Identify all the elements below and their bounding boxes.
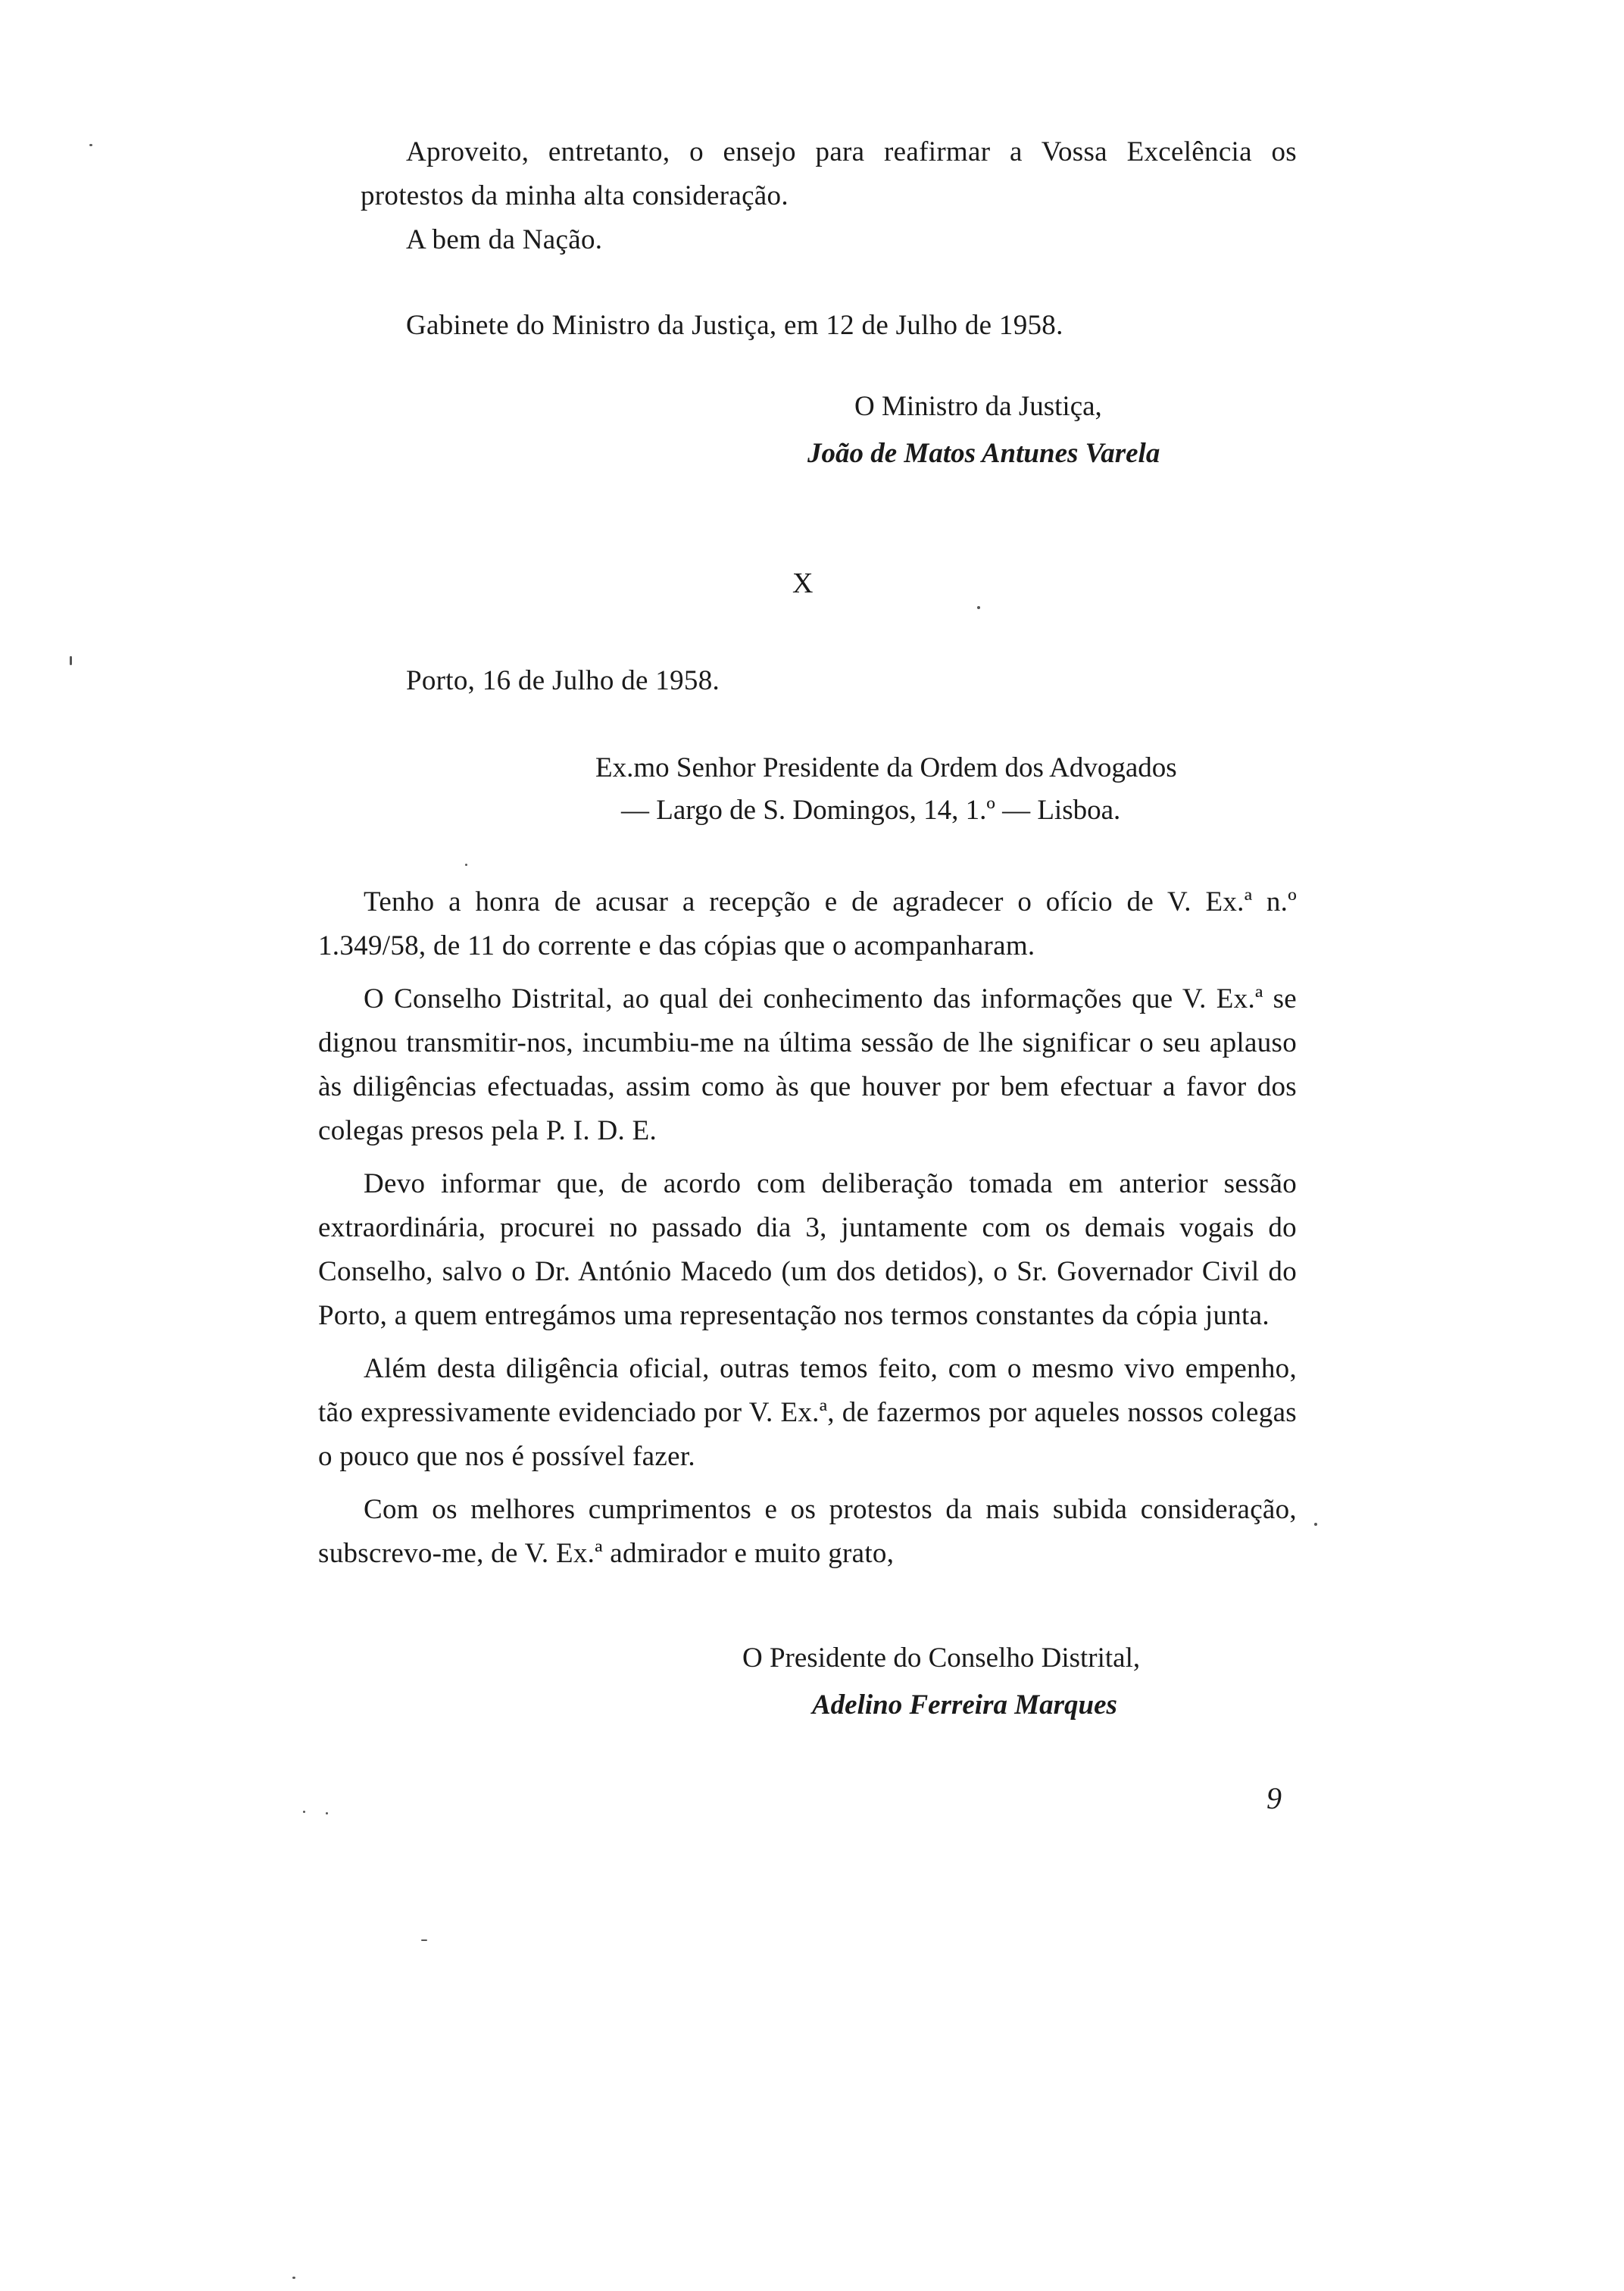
scan-speck	[1314, 1523, 1317, 1526]
scan-speck	[70, 656, 72, 665]
letter2-signature-title: O Presidente do Conselho Distrital,	[742, 1642, 1141, 1674]
scan-speck	[326, 1812, 328, 1814]
scan-speck	[421, 1939, 427, 1941]
page-number: 9	[1266, 1781, 1282, 1815]
letter2-paragraph-2: O Conselho Distrital, ao qual dei conhecimento das informações que V. Ex.ª se dignou transmitir-nos, incumbiu-me na última sessão de lhe significar o seu aplauso às diligências efectuadas, assim como às que houver por bem efectuar a favor dos colegas presos pela P. I. D. E.	[318, 983, 1297, 1146]
letter2-place-date: Porto, 16 de Julho de 1958.	[406, 665, 720, 696]
letter2-body	[318, 880, 1297, 1576]
letter2-paragraph-5: Com os melhores cumprimentos e os protestos da mais subida consideração, subscrevo-me, de V. Ex.ª admirador e muito grato,	[318, 1494, 1297, 1569]
letter2-paragraph-4: Além desta diligência oficial, outras temos feito, com o mesmo vivo empenho, tão expressivamente evidenciado por V. Ex.ª, de fazermos por aqueles nossos colegas o pouco que nos é possível fazer.	[318, 1353, 1297, 1472]
letter2-signature-name: Adelino Ferreira Marques	[812, 1689, 1117, 1721]
letter2-addressee-line1: Ex.mo Senhor Presidente da Ordem dos Advogados	[595, 752, 1177, 783]
scan-speck	[303, 1811, 305, 1813]
letter1-closing-block	[361, 130, 1297, 262]
scan-speck	[465, 864, 467, 866]
section-mark: X	[792, 567, 814, 599]
scan-speck	[977, 606, 980, 609]
scan-speck	[292, 2277, 295, 2279]
letter1-signature-title: O Ministro da Justiça,	[854, 391, 1102, 422]
letter1-place-date: Gabinete do Ministro da Justiça, em 12 de Julho de 1958.	[406, 310, 1063, 341]
letter2-addressee-line2: — Largo de S. Domingos, 14, 1.º — Lisboa.	[621, 795, 1121, 826]
letter2-paragraph-3: Devo informar que, de acordo com deliberação tomada em anterior sessão extraordinária, procurei no passado dia 3, juntamente com os demais vogais do Conselho, salvo o Dr. António Macedo (um dos detidos), o Sr. Governador Civil do Porto, a quem entregámos uma representação nos termos constantes da cópia junta.	[318, 1168, 1297, 1331]
letter1-closing-paragraph: Aproveito, entretanto, o ensejo para reafirmar a Vossa Excelência os protestos da minha alta consideração.	[361, 136, 1297, 211]
letter2-paragraph-1: Tenho a honra de acusar a recepção e de agradecer o ofício de V. Ex.ª n.º 1.349/58, de 11 do corrente e das cópias que o acompanharam.	[318, 886, 1297, 961]
scan-speck	[89, 144, 92, 146]
letter1-signature-name: João de Matos Antunes Varela	[807, 438, 1160, 469]
letter1-salutation: A bem da Nação.	[406, 224, 603, 255]
